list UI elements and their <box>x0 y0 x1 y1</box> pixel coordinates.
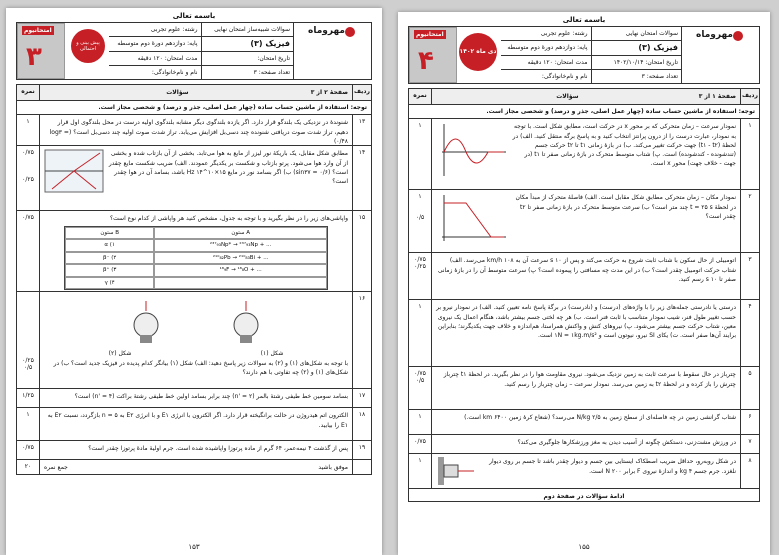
header-info <box>109 23 293 79</box>
score-b: ۰/۲۵ <box>414 263 426 271</box>
question-number: ۶ <box>740 410 759 434</box>
imtahanyom-label: امتحانیوم <box>416 31 444 38</box>
page-indicator: صفحهٔ ۱ از ۳ <box>698 93 736 100</box>
decay-type: β⁻ (۲ <box>65 252 154 265</box>
question-number: ۱۹ <box>352 441 371 459</box>
page-indicator: صفحهٔ ۲ از ۳ <box>310 89 348 96</box>
table-header <box>409 89 759 105</box>
table-row <box>17 441 371 460</box>
exam-date: تاریخ امتحان: <box>201 52 294 65</box>
question-score: ۱ <box>418 303 422 311</box>
bismillah: باسمه تعالی <box>172 12 216 20</box>
question-score: ۰/۷۵ <box>22 444 34 452</box>
question-score <box>409 190 431 252</box>
question-number: ۱۷ <box>352 389 371 407</box>
brand-name: مهروماه <box>308 26 345 36</box>
bulb-figures <box>96 297 296 347</box>
col-questions <box>39 85 352 100</box>
wall-block-figure <box>436 457 476 485</box>
brand-name: مهروماه <box>696 30 733 40</box>
table-row <box>17 389 371 408</box>
question-number: ۱ <box>740 119 759 189</box>
header-info <box>501 27 681 83</box>
question-number: ۱۴ <box>352 146 371 210</box>
question-score <box>409 367 431 409</box>
score-b: ۰/۲۵ <box>22 176 34 184</box>
header-side <box>17 23 109 79</box>
bismillah: باسمه تعالی <box>562 16 606 24</box>
question-body: نمودار سرعت – زمان متحرکی که بر محور x در حرکت است، مطابق شکل است. با توجه به نمودار، عبارت درست را از درون پرانتز انتخاب کنید و به پاسخ برگه منتقل کنید. الف) در لحظهٔ (t۱ - t۲) جهت حرکت تغییر می‌کند. ب) در بازهٔ زمانی t۱ تا t۲ حرکت جسم (تندشونده - کندشونده) است. پ) شتاب متوسط متحرک در بازهٔ زمانی صفر تا t۱ (در جهت - خلاف جهت) محور x است. <box>512 123 736 168</box>
exam-subject: فیزیک (۳) <box>591 41 682 54</box>
question-number: ۵ <box>740 367 759 409</box>
question-text <box>39 292 352 388</box>
exam-tag-block <box>17 23 65 79</box>
decay-col-b: ستون B <box>65 227 154 240</box>
exam-number: ۴ <box>418 46 434 76</box>
student-name: نام و نام‌خانوادگی: <box>151 68 198 76</box>
question-score <box>409 253 431 299</box>
question-number: ۱۵ <box>352 211 371 291</box>
brand-logo <box>293 23 371 79</box>
question-score: ۰/۷۵ <box>414 438 426 446</box>
question-score <box>17 292 39 388</box>
laser-figure <box>44 149 104 193</box>
question-number: ۲ <box>740 190 759 252</box>
exam-title: سوالات امتحان نهایی <box>591 27 682 40</box>
calculator-note: توجه: استفاده از ماشین حساب ساده (چهار عمل اصلی، جذر و درصد) و شخصی مجاز است. <box>98 104 367 112</box>
question-text: اتومبیلی از حال سکون با شتاب ثابت شروع به حرکت می‌کند و پس از ۱۰ s سرعت آن به ۱۰۸ km/h می‌رسد. الف) شتاب حرکت اتومبیل چقدر است؟ ب) در این مدت چه مسافتی را پیموده است؟ پ) سرعت متوسط آن را در بازهٔ زمانی صفر تا ۱۰ s رسم کنید. <box>431 253 740 299</box>
good-luck: موفق باشید <box>318 464 348 472</box>
exam-tag-block <box>409 27 457 83</box>
table-row <box>409 435 759 454</box>
col-num: ردیف <box>352 85 371 100</box>
question-text <box>39 211 352 291</box>
table-row <box>409 410 759 435</box>
exam-grade: پایه: دوازدهم دورهٔ دوم متوسطه <box>507 44 588 52</box>
student-name: نام و نام‌خانوادگی: <box>541 72 588 80</box>
question-text <box>431 454 740 488</box>
exam-subject: فیزیک (۳) <box>201 37 294 50</box>
brand-logo-icon <box>345 27 355 37</box>
exam-grade: پایه: دوازدهم دورهٔ دوم متوسطه <box>117 40 198 48</box>
question-number: ۱۳ <box>352 115 371 145</box>
question-number: ۳ <box>740 253 759 299</box>
table-header <box>17 85 371 101</box>
exam-duration: مدت امتحان: ۱۲۰ دقیقه <box>137 54 198 62</box>
question-body: در شکل روبه‌رو، حداقل ضریب اصطکاک ایستایی بین جسم و دیوار چقدر باشد تا جسم بر روی دیوار نلغزد. جرم جسم ۴ kg و اندازهٔ نیروی F برابر ۲۰۰ N است. <box>489 458 736 475</box>
note-row <box>409 105 759 119</box>
date-badge: دی ماه ۱۴۰۲ <box>459 33 497 71</box>
score-a: ۰/۲۵ <box>22 357 34 365</box>
score-a: ۰/۷۵ <box>22 149 34 157</box>
score-a: ۰/۷۵ <box>414 370 426 378</box>
question-text: در ورزش مشت‌زنی، دستکش چگونه از آسیب دیدن به مغز ورزشکارها جلوگیری می‌کند؟ <box>431 435 740 453</box>
col-questions-label: سؤالات <box>556 93 579 100</box>
question-number: ۷ <box>740 435 759 453</box>
decay-type: α (۱ <box>65 239 154 252</box>
total-label: جمع نمره <box>44 464 68 472</box>
question-score: ۱ <box>26 118 30 126</box>
fig2-label: شکل (۲) <box>108 350 132 358</box>
score-a: ۰/۷۵ <box>414 256 426 264</box>
col-questions-label: سؤالات <box>166 89 189 96</box>
note-row <box>17 101 371 115</box>
question-text <box>431 119 740 189</box>
exam-field: رشته: علوم تجربی <box>150 26 198 34</box>
table-row <box>17 115 371 146</box>
question-score: ۱ <box>418 122 422 130</box>
question-body: با توجه به شکل‌های (۱) و (۲) به سوالات زیر پاسخ دهید: الف) شکل (۱) بیانگر کدام پدیده در فیزیک جدید است؟ ب) در شکل‌های (۱) و (۲) چه تفاوتی با هم دارند؟ <box>53 359 348 376</box>
decay-table <box>64 226 328 291</box>
exam-pages: تعداد صفحه: ۳ <box>201 66 294 79</box>
brand-logo-icon <box>733 31 743 41</box>
question-text: درستی یا نادرستی جمله‌های زیر را با واژه‌های (درست) و (نادرست) در برگهٔ پاسخ نامه تعیین کنید. الف) در نمودار نیرو بر حسب تغییر طول فنر، شیب نمودار متناسب با ثابت فنر است. ب) هر چه لختی جسم بیشتر باشد، هنگام اعمال یک نیروی معین، شتاب حرکت جسم بیشتر می‌شود. پ) نیروهای کنش و واکنش همراستا، هم‌اندازه و خلاف جهت یکدیگرند؛ بنابراین برایند آن‌ها صفر است. ت) یکای SI نیرو، نیوتون است و ۱N = ۱kg.m/s² است. <box>431 300 740 366</box>
question-body: نمودار مکان – زمان متحرکی مطابق شکل مقابل است. الف) فاصلهٔ متحرک از مبدأ مکان در لحظهٔ t = ۲۵ s چند متر است؟ ب) سرعت متوسط متحرک در بازهٔ زمانی صفر تا t۲ چقدر است؟ <box>515 194 736 220</box>
question-body: واپاشی‌های زیر را در نظر بگیرید و با توجه به جدول، مشخص کنید هر واپاشی از کدام نوع است؟ <box>109 215 348 223</box>
table-row <box>409 253 759 300</box>
brand-logo <box>681 27 759 83</box>
prediction-badge: پیش بینی و احتمالی <box>71 29 105 63</box>
exam-pages: تعداد صفحه: ۳ <box>591 70 682 83</box>
col-num: ردیف <box>740 89 759 104</box>
closing-text <box>39 460 352 474</box>
page-number: ۱۵۳ <box>188 543 200 551</box>
exam-header <box>16 22 372 80</box>
questions-table <box>408 88 760 502</box>
question-text: پس از گذشت ۴ نیمه‌عمر، ۶۴ گرم از ماده پرتوزا واپاشیده شده است. جرم اولیهٔ مادهٔ پرتوزا چقدر است؟ <box>39 441 352 459</box>
table-row <box>409 190 759 253</box>
page-number: ۱۵۵ <box>578 543 590 551</box>
table-row <box>409 367 759 410</box>
question-number: ۱۸ <box>352 408 371 440</box>
continue-note: ادامهٔ سؤالات در صفحهٔ دوم <box>543 493 625 501</box>
decay-eq: ²³⁷₉₃Np* → ²³⁷₉₃Np + ... <box>154 239 327 252</box>
question-score: ۱ <box>418 457 422 465</box>
question-text <box>39 146 352 210</box>
left-page <box>6 8 382 555</box>
table-row <box>409 454 759 489</box>
position-graph <box>436 193 508 243</box>
right-page <box>398 12 770 555</box>
exam-header <box>408 26 760 84</box>
header-side <box>409 27 501 83</box>
question-text: شتاب گرانشی زمین در چه فاصله‌ای از سطح زمین به ۲/۵ N/kg می‌رسد؟ (شعاع کرهٔ زمین ۶۴۰۰ km است.) <box>431 410 740 434</box>
decay-col-a: ستون A <box>154 227 327 240</box>
question-number: ۸ <box>740 454 759 488</box>
table-row <box>17 460 371 474</box>
exam-duration: مدت امتحان: ۱۲۰ دقیقه <box>527 58 588 66</box>
question-text: بسامد سومین خط طیفی رشتهٔ بالمر (n' = ۲) چند برابر بسامد اولین خط طیفی رشتهٔ براکت (n' = ۴) است؟ <box>39 389 352 407</box>
question-text: الکترون اتم هیدروژن در حالت برانگیخته قرار دارد. اگر الکترون با انرژی E۱ و با انرژی E۲ به n = ۵ بازگردد، نسبت E۲ به E۱ را بیابید. <box>39 408 352 440</box>
decay-eq: ²¹⁰₈₂Pb → ²¹⁰₈₃Bi + ... <box>154 252 327 265</box>
question-score <box>17 146 39 210</box>
exam-title: سوالات شبیه‌ساز امتحان نهایی <box>201 23 294 36</box>
question-number: ۱۶ <box>352 292 371 388</box>
fig1-label: شکل (۱) <box>260 350 284 358</box>
score-a: ۱ <box>418 193 422 201</box>
col-questions <box>431 89 740 104</box>
table-row <box>409 489 759 501</box>
decay-eq: ¹⁸₉F → ¹⁸₈O + ... <box>154 264 327 277</box>
decay-eq <box>154 277 327 290</box>
question-text: شنوندهٔ در نزدیکی یک بلندگو قرار دارد. اگر یازده بلندگوی دیگر مشابه بلندگوی اولیه درست در محل بلندگوی اول قرار دهیم، تراز شدت صوت دریافتی شنونده چند دسی‌بل افزایش می‌یابد. تراز شدت صوت اولیه چند دسی‌بل است؟ (log۳ = ۰/۴۸) <box>39 115 352 145</box>
col-score: نمره <box>21 88 35 95</box>
score-b: ۰/۵ <box>23 364 33 372</box>
decay-type: γ (۴ <box>65 277 154 290</box>
col-score: نمره <box>413 92 427 99</box>
score-b: ۰/۵ <box>415 214 425 222</box>
velocity-graph <box>436 122 508 178</box>
table-row <box>409 119 759 190</box>
question-score: ۱/۲۵ <box>22 392 34 400</box>
question-score: ۱ <box>26 411 30 419</box>
question-score: ۰/۷۵ <box>22 214 34 222</box>
table-row <box>17 211 371 292</box>
exam-field: رشته: علوم تجربی <box>540 30 588 38</box>
imtahanyom-label: امتحانیوم <box>24 27 52 34</box>
total-score: ۲۰ <box>24 463 32 471</box>
question-score: ۱ <box>418 413 422 421</box>
table-row <box>409 300 759 367</box>
score-b: ۰/۵ <box>415 377 425 385</box>
calculator-note: توجه: استفاده از ماشین حساب ساده (چهار عمل اصلی، جذر و درصد) و شخصی مجاز است. <box>486 108 755 116</box>
decay-type: β⁺ (۳ <box>65 264 154 277</box>
question-text: چترباز در حال سقوط با سرعت ثابت به زمین نزدیک می‌شود. نیروی مقاومت هوا را در نظر بگیرید. در لحظهٔ t۱ چترباز چترش را باز کرده و در لحظهٔ t۲ به زمین می‌رسد. نمودار سرعت – زمان چترباز را رسم کنید. <box>431 367 740 409</box>
question-text <box>431 190 740 252</box>
question-number: ۴ <box>740 300 759 366</box>
exam-number: ۳ <box>26 42 42 72</box>
table-row <box>17 146 371 211</box>
table-row <box>17 408 371 441</box>
question-body: مطابق شکل مقابل، یک باریکهٔ نور لیزر از مایع به هوا می‌تابد. بخشی از آن بازتاب شده و بخشی از آن وارد هوا می‌شود. پرتو بازتاب و شکست بر یکدیگر عمودند. الف) ضریب شکست مایع چقدر است؟ (sin۳۷ = ۰/۶) ب) اگر بسامد نور در مایع ۱۵×۱۰^۱۴ Hz باشد، بسامد آن در هوا چقدر است؟ <box>108 150 348 186</box>
exam-date: تاریخ امتحان: ۱۴۰۲/۱۰/۱۴ <box>591 56 682 69</box>
table-row <box>17 292 371 389</box>
questions-table <box>16 84 372 475</box>
